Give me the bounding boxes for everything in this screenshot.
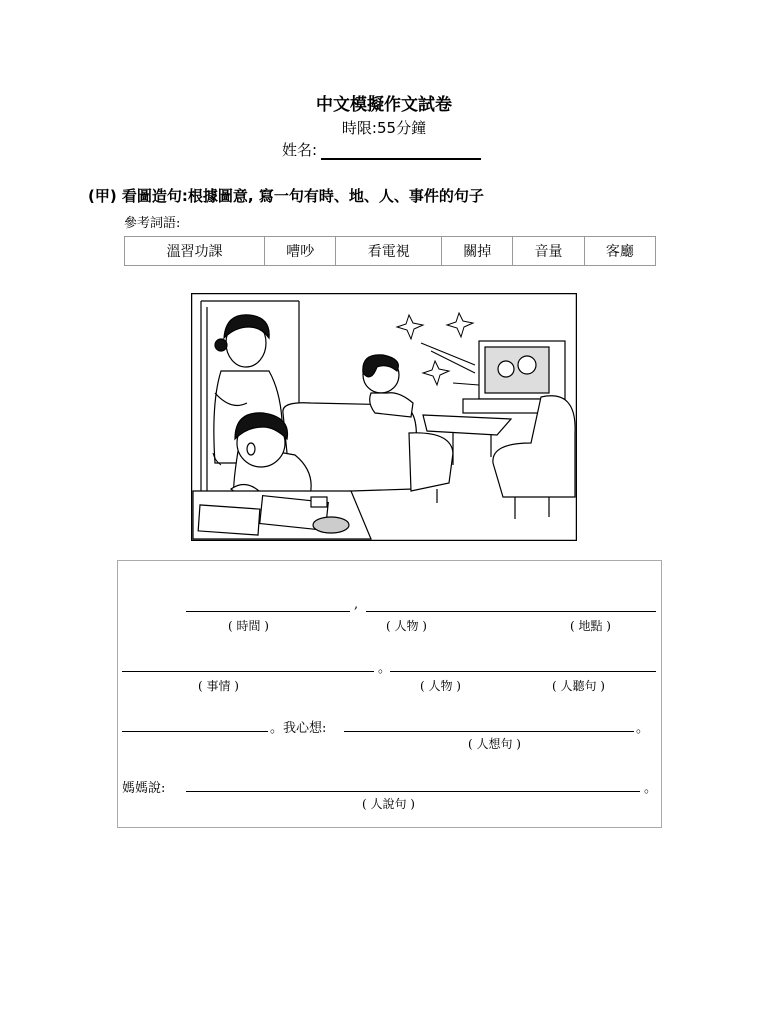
vocab-cell: 音量: [513, 237, 584, 266]
vocab-cell: 嘈吵: [265, 237, 336, 266]
vocab-table: [124, 236, 656, 266]
reaction-blank[interactable]: [122, 731, 268, 732]
vocab-cell: 關掉: [442, 237, 513, 266]
reference-words-label: 參考詞語:: [124, 216, 181, 231]
period: 。: [644, 781, 658, 796]
i-think-label: 。我心想:: [270, 721, 327, 736]
vocab-cell: 客廳: [584, 237, 655, 266]
person-hear-blank[interactable]: [390, 671, 656, 672]
hint-event: ( 事情 ): [198, 679, 239, 693]
time-blank[interactable]: [186, 611, 350, 612]
mom-says-label: 媽媽說:: [122, 781, 166, 796]
hint-say: ( 人說句 ): [362, 797, 415, 811]
name-input-line[interactable]: [321, 142, 481, 160]
hint-think: ( 人想句 ): [468, 737, 521, 751]
hint-place: ( 地點 ): [570, 619, 611, 633]
name-row: [282, 139, 481, 160]
period: 。: [636, 721, 650, 736]
comma: ,: [354, 597, 359, 612]
answer-form: [117, 560, 662, 828]
vocab-cell: 溫習功課: [125, 237, 265, 266]
hint-person: ( 人物 ): [420, 679, 461, 693]
vocab-cell: 看電視: [336, 237, 442, 266]
hint-hear: ( 人聽句 ): [552, 679, 605, 693]
section-heading: (甲) 看圖造句:根據圖意, 寫一句有時、地、人、事件的句子: [88, 187, 484, 205]
period: 。: [378, 661, 392, 676]
hint-person: ( 人物 ): [386, 619, 427, 633]
page-title: 中文模擬作文試卷: [316, 95, 452, 115]
mom-says-blank[interactable]: [186, 791, 640, 792]
scene-illustration: [191, 293, 577, 541]
time-limit: 時限:55分鐘: [341, 119, 427, 137]
event-blank[interactable]: [122, 671, 374, 672]
study-desk: [193, 491, 371, 539]
name-label: 姓名:: [282, 141, 318, 159]
hint-time: ( 時間 ): [228, 619, 269, 633]
think-blank[interactable]: [344, 731, 634, 732]
person-place-blank[interactable]: [366, 611, 656, 612]
